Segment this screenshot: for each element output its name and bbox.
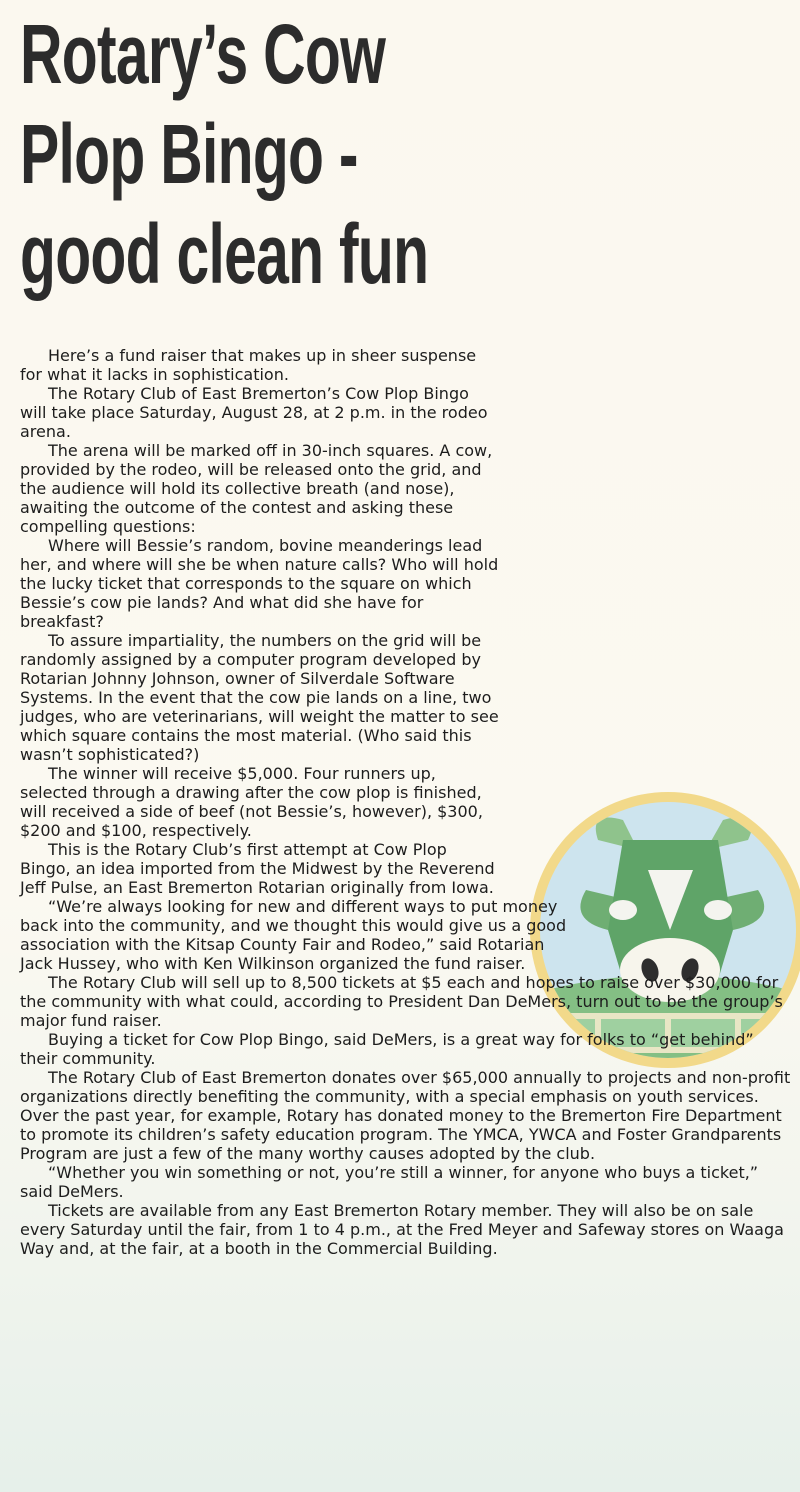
paragraph-12: “Whether you win something or not, you’re still a winner, for anyone who buys a ticket,” said DeMers. bbox=[20, 1163, 759, 1201]
paragraph-1: Here’s a fund raiser that makes up in sheer suspense for what it lacks in sophistication. bbox=[20, 346, 477, 384]
paragraph-3: The arena will be marked off in 30-inch squares. A cow, provided by the rodeo, will be released onto the grid, and the audience will hold its collective breath (and nose), awaiting the outcome of the contest and asking these compelling questions: bbox=[20, 441, 493, 536]
paragraph-11: The Rotary Club of East Bremerton donates over $65,000 annually to projects and non-profit organizations directly benefiting the community, with a special emphasis on youth services. Over the past year, for example, Rotary has donated money to the Bremerton Fire Department to promote its children’s safety education program. The YMCA, YWCA and Foster Grandparents Program are just a few of the many worthy causes adopted by the club. bbox=[20, 1068, 791, 1163]
headline bbox=[20, 4, 429, 304]
paragraph-9: The Rotary Club will sell up to 8,500 tickets at $5 each and hopes to raise over $30,000 for the community with what could, according to President Dan DeMers, turn out to be the group’s major fund raiser. bbox=[20, 973, 783, 1030]
paragraph-13: Tickets are available from any East Bremerton Rotary member. They will also be on sale every Saturday until the fair, from 1 to 4 p.m., at the Fred Meyer and Safeway stores on Waaga Way and, at the fair, at a booth in the Commercial Building. bbox=[20, 1201, 784, 1258]
paragraph-6: The winner will receive $5,000. Four runners up, selected through a drawing after the cow plop is finished, will received a side of beef (not Bessie’s, however), $300, $200 and $100, respectively. bbox=[20, 764, 483, 840]
paragraph-5: To assure impartiality, the numbers on the grid will be randomly assigned by a computer program developed by Rotarian Johnny Johnson, owner of Silverdale Software Systems. In the event that the cow pie lands on a line, two judges, who are veterinarians, will weight the matter to see which square contains the most material. (Who said this wasn’t sophisticated?) bbox=[20, 631, 499, 764]
paragraph-2: The Rotary Club of East Bremerton’s Cow Plop Bingo will take place Saturday, August 28, at 2 p.m. in the rodeo arena. bbox=[20, 384, 488, 441]
paragraph-8: “We’re always looking for new and different ways to put money back into the community, and we thought this would give us a good association with the Kitsap County Fair and Rodeo,” said Rotarian Jack Hussey, who with Ken Wilkinson organized the fund raiser. bbox=[20, 897, 567, 973]
paragraph-10: Buying a ticket for Cow Plop Bingo, said DeMers, is a great way for folks to “get behind” their community. bbox=[20, 1030, 754, 1068]
article-body bbox=[20, 346, 795, 1258]
paragraph-4: Where will Bessie’s random, bovine meanderings lead her, and where will she be when nature calls? Who will hold the lucky ticket that corresponds to the square on which Bessie’s cow pie lands? And what did she have for breakfast? bbox=[20, 536, 499, 631]
paragraph-7: This is the Rotary Club’s first attempt at Cow Plop Bingo, an idea imported from the Midwest by the Reverend Jeff Pulse, an East Bremerton Rotarian originally from Iowa. bbox=[20, 840, 495, 897]
headline-line-2: Plop Bingo - bbox=[20, 107, 358, 201]
headline-line-3: good clean fun bbox=[20, 207, 429, 301]
headline-line-1: Rotary’s Cow bbox=[20, 7, 386, 101]
